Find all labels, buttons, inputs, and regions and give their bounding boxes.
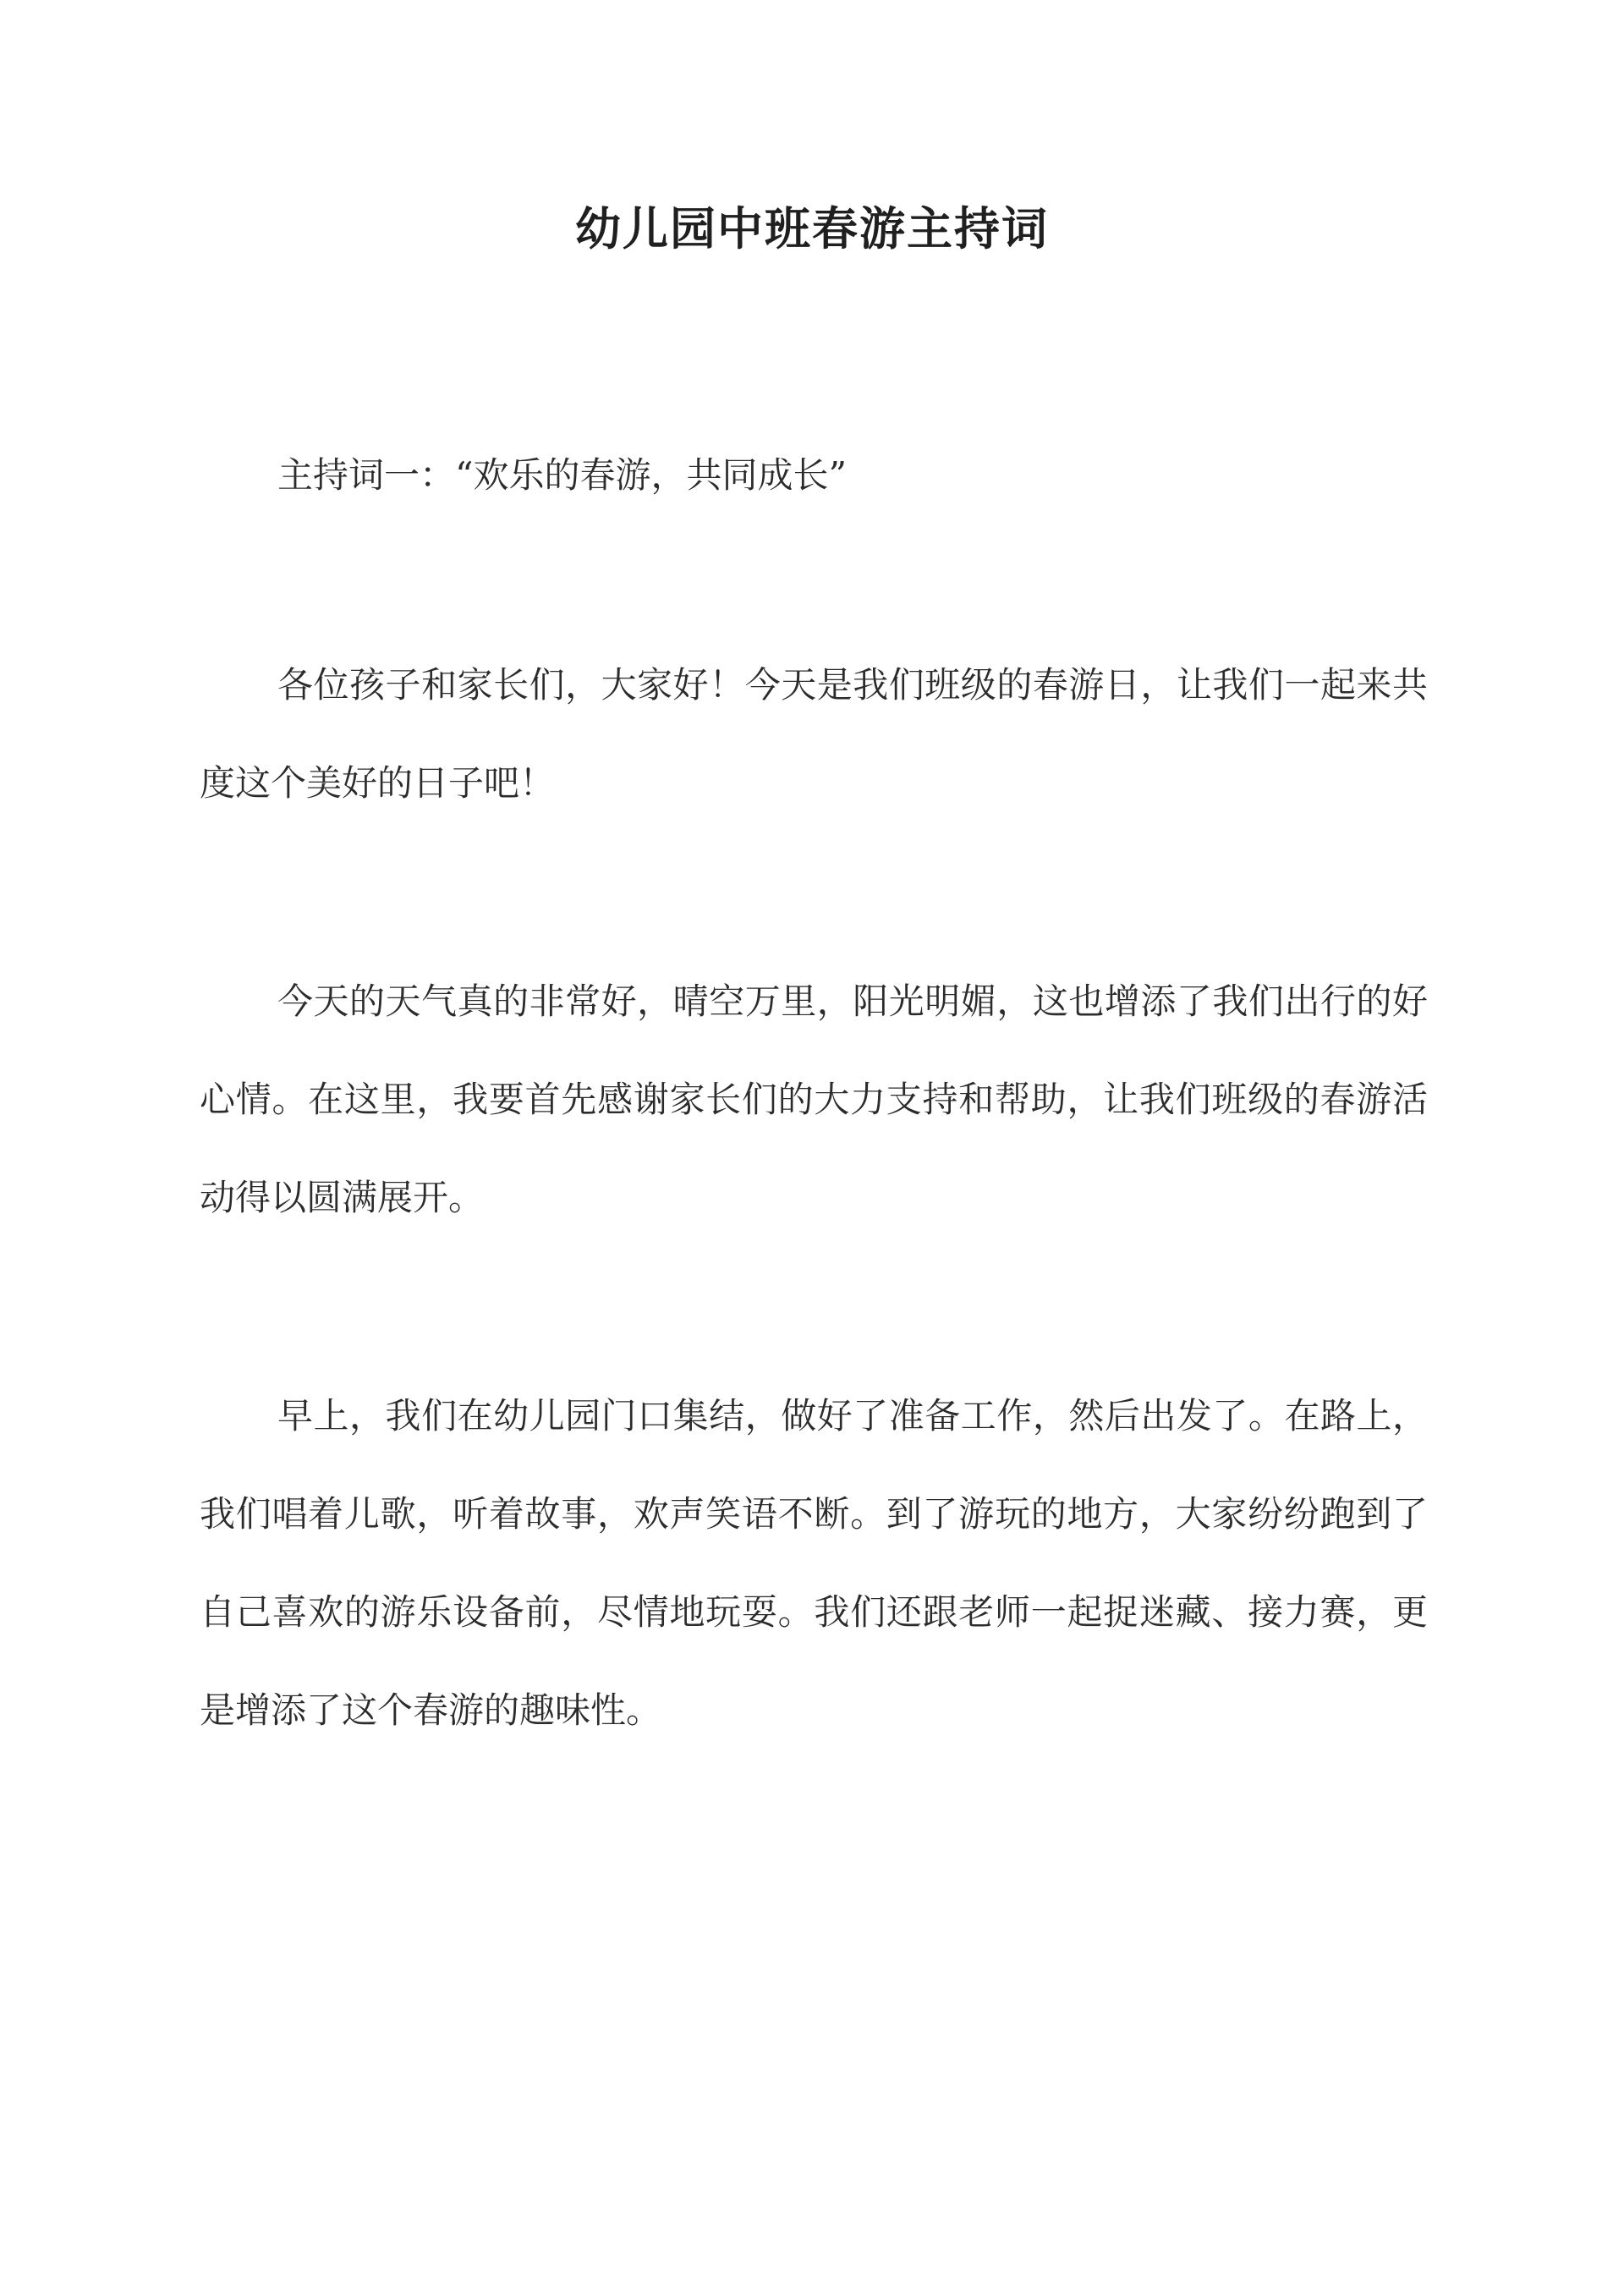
document-title: 幼儿园中班春游主持词 xyxy=(575,201,1049,255)
section-heading: 主持词一：“欢乐的春游，共同成长” xyxy=(277,454,847,496)
paragraph-weather-thanks: 今天的天气真的非常好，晴空万里，阳光明媚，这也增添了我们出行的好心情。在这里，我要首先感谢家长们的大力支持和帮助，让我们班级的春游活动得以圆满展开。 xyxy=(200,980,1428,1218)
paragraph-morning-activities: 早上，我们在幼儿园门口集结，做好了准备工作，然后出发了。在路上，我们唱着儿歌，听着故事，欢声笑语不断。到了游玩的地方，大家纷纷跑到了自己喜欢的游乐设备前，尽情地玩耍。我们还跟老师一起捉迷藏、接力赛，更是增添了这个春游的趣味性。 xyxy=(200,1395,1428,1731)
paragraph-greeting: 各位孩子和家长们，大家好！今天是我们班级的春游日，让我们一起来共度这个美好的日子吧！ xyxy=(200,664,1428,804)
